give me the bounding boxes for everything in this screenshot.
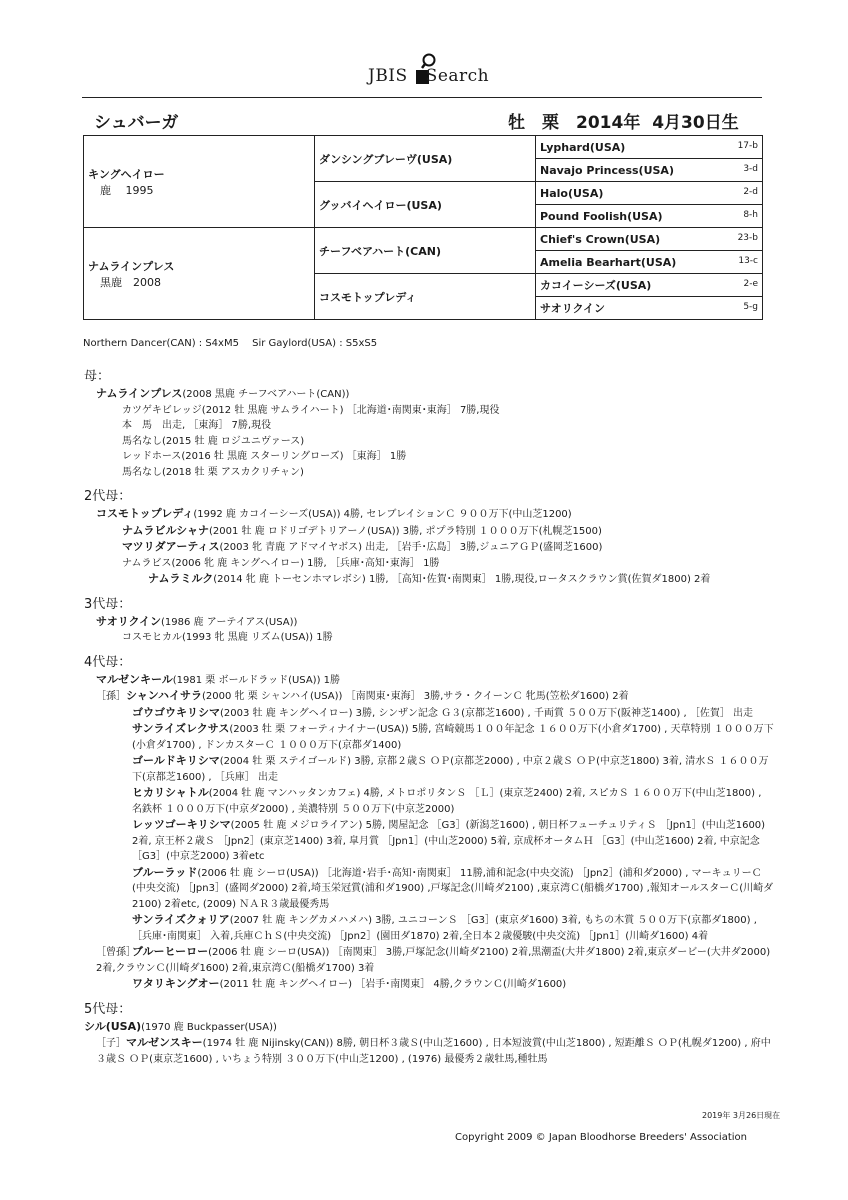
family-number: 2-d (743, 187, 758, 197)
header-rule (82, 97, 762, 98)
family-entry: サンライズクォリア(2007 牡 鹿 キングカメハメハ) 3勝, ユニコーンＳ ［G3］(東京ダ1600) 3着, もちの木賞 ５００万下(京都ダ1800) , ［兵庫･南関東］ 入着,兵庫ＣｈＳ(中央交流) ［Jpn2］(園田ダ1870) 2着,全日本２歳優駿(中央交流) ［Jpn1］(川崎ダ1600) 4着 (132, 913, 757, 942)
logo-text: JBIS Search (368, 66, 490, 86)
great-grandparent-cell: Pound Foolish(USA) 8-h (536, 205, 763, 228)
family-number: 3-d (743, 164, 758, 174)
family-entry: ナムラビス(2006 牝 鹿 キングヘイロー) 1勝, ［兵庫･高知･東海］ 1勝 (122, 557, 440, 569)
family-number: 2-e (743, 279, 758, 289)
great-grandparent-cell: サオリクイン 5-g (536, 297, 763, 320)
inbreeding-note: Northern Dancer(CAN) : S4xM5 Sir Gaylord(USA) : S5xS5 (83, 338, 378, 349)
family-entry: ゴールドキリシマ(2004 牡 栗 ステイゴールド) 3勝, 京都２歳Ｓ ＯＰ(京都芝2000) , 中京２歳Ｓ ＯＰ(中京芝1800) 3着, 清水Ｓ １６００万下(京都芝1600) , ［兵庫］ 出走 (132, 754, 769, 783)
family-entry: マルゼンキール(1981 栗 ボールドラッド(USA)) 1勝 (96, 672, 341, 686)
family-number: 8-h (743, 210, 758, 220)
family-entry: ナムラミルク(2014 牝 鹿 トーセンホマレボシ) 1勝, ［高知･佐賀･南関東］ 1勝,現役,ロータスクラウン賞(佐賀ダ1800) 2着 (148, 572, 711, 585)
family-entry: サンライズレクサス(2003 牡 栗 フォーティナイナー(USA)) 5勝, 宮崎競馬１００年記念 １６００万下(小倉ダ1700) , 天草特別 １０００万下(小倉ダ1700) , ドンカスターＣ １０００万下(京都ダ1400) (132, 722, 774, 751)
family-entry: カツゲキビレッジ(2012 牡 黒鹿 サムライハート) ［北海道･南関東･東海］ 7勝,現役 (122, 404, 500, 416)
family-entry: レッツゴーキリシマ(2005 牡 鹿 メジロライアン) 5勝, 関屋記念 ［G3］(新潟芝1600) , 朝日杯フューチュリティＳ ［Jpn1］(中山芝1600) 2着, 京王杯２歳Ｓ ［Jpn2］(東京芝1400) 3着, 皐月賞 ［Jpn1］(中山芝2000) 5着, 京成杯オータムＨ ［G3］(中山芝1600) 2着, 中京記念 ［G3］(中京芝2000) 3着etc (132, 818, 766, 862)
family-number: 23-b (737, 233, 758, 243)
family-entry: ナムラインプレス(2008 黒鹿 チーフベアハート(CAN)) (96, 387, 350, 400)
family-entry: ワタリキングオー(2011 牡 鹿 キングヘイロー) ［岩手･南関東］ 4勝,クラウンＣ(川崎ダ1600) (132, 977, 567, 990)
female-family (84, 360, 774, 1067)
section-heading: 3代母： (84, 596, 132, 612)
family-entry: レッドホース(2016 牡 黒鹿 スターリングローズ) ［東海］ 1勝 (122, 451, 407, 462)
relation-tag: ［子］ (96, 1038, 126, 1049)
sire-details: 鹿 1995 (100, 183, 154, 197)
granddam-cell: グッバイヘイロー(USA) (315, 182, 536, 228)
horse-name: シュバーガ (94, 113, 179, 133)
family-entry: コスモトップレディ(1992 鹿 カコイーシーズ(USA)) 4勝, セレブレイションＣ ９００万下(中山芝1200) (96, 507, 572, 520)
family-entry: ヒカリシャトル(2004 牡 鹿 マンハッタンカフェ) 4勝, メトロポリタンＳ ［Ｌ］(東京芝2400) 2着, スピカＳ １６００万下(中山芝1800) , 名鉄杯 １０００万下(中京ダ2000) , 美濃特別 ５００万下(中京芝2000) (132, 786, 762, 815)
family-entry: ［子］マルゼンスキー(1974 牡 鹿 Nijinsky(CAN)) 8勝, 朝日杯３歳Ｓ(中山芝1600) , 日本短波賞(中山芝1800) , 短距離Ｓ ＯＰ(札幌ダ1200) , 府中３歳Ｓ ＯＰ(東京芝1600) , いちょう特別 ３００万下(中山芝1200) , (1976) 最優秀２歳牡馬,種牡馬 (96, 1036, 771, 1065)
family-entry: 本 馬 出走, ［東海］ 7勝,現役 (122, 420, 272, 431)
family-entry: マツリダアーティス(2003 牝 青鹿 アドマイヤボス) 出走, ［岩手･広島］ 3勝,ジュニアＧＰ(盛岡芝1600) (122, 540, 603, 553)
family-entry: コスモヒカル(1993 牝 黒鹿 リズム(USA)) 1勝 (122, 632, 333, 643)
great-grandparent-cell: Amelia Bearhart(USA) 13-c (536, 251, 763, 274)
horse-sex-color-birthdate: 牡 栗 2014年 4月30日生 (508, 113, 739, 133)
great-grandparent-cell: Lyphard(USA) 17-b (536, 136, 763, 159)
sire-cell (84, 136, 315, 228)
family-number: 13-c (738, 256, 758, 266)
family-entry: 馬名なし(2018 牡 栗 アスカクリチャン) (122, 466, 304, 478)
section-heading: 4代母： (84, 654, 132, 670)
jbis-search-logo (368, 52, 498, 90)
pedigree-table (83, 135, 763, 320)
dam-details: 黒鹿 2008 (100, 275, 161, 289)
family-entry: サオリクイン(1986 鹿 アーテイアス(USA)) (96, 614, 298, 628)
family-entry: ［孫］シャンハイサラ(2000 牝 栗 シャンハイ(USA)) ［南関東･東海］ 3勝,サラ・クイーンＣ 牝馬(笠松ダ1600) 2着 (84, 688, 774, 705)
great-grandparent-cell: Navajo Princess(USA) 3-d (536, 159, 763, 182)
section-heading: 5代母： (84, 1001, 132, 1017)
relation-tag: ［曾孫］ (96, 947, 136, 958)
grandsire-cell: ダンシングブレーヴ(USA) (315, 136, 536, 182)
great-grandparent-cell: Halo(USA) 2-d (536, 182, 763, 205)
second-dam-cell: コスモトップレディ (315, 274, 536, 320)
as-of-date: 2019年 3月26日現在 (702, 1111, 781, 1120)
great-grandparent-cell: カコイーシーズ(USA) 2-e (536, 274, 763, 297)
family-number: 17-b (737, 141, 758, 151)
sire-name: キングヘイロー (88, 167, 165, 181)
family-entry: 馬名なし(2015 牡 鹿 ロジユニヴァース) (122, 435, 305, 447)
dam-name: ナムラインプレス (88, 259, 175, 273)
section-heading: 2代母： (84, 489, 132, 504)
family-entry: ナムラビルシャナ(2001 牡 鹿 ロドリゴデトリアーノ(USA)) 3勝, ポプラ特別 １０００万下(札幌芝1500) (122, 523, 602, 537)
family-entry: ゴウゴウキリシマ(2003 牡 鹿 キングヘイロー) 3勝, シンザン記念 Ｇ３(京都芝1600) , 千両賞 ５００万下(阪神芝1400) , ［佐賀］ 出走 (132, 705, 754, 719)
family-entry: ブルーラッド(2006 牡 鹿 シーロ(USA)) ［北海道･岩手･高知･南関東］ 11勝,浦和記念(中央交流) ［Jpn2］(浦和ダ2000) , マーキュリーＣ(中央交流) ［Jpn3］(盛岡ダ2000) 2着,埼玉栄冠賞(浦和ダ1900) ,戸塚記念(川崎ダ2100) ,東京湾Ｃ(船橋ダ1700) ,報知オールスターＣ(川崎ダ2100) 2着etc, (2009) ＮＡＲ３歳最優秀馬 (132, 865, 774, 910)
great-grandparent-cell: Chief's Crown(USA) 23-b (536, 228, 763, 251)
family-number: 5-g (743, 302, 758, 312)
family-entry: ［曾孫］ブルーヒーロー(2006 牡 鹿 シーロ(USA)) ［南関東］ 3勝,戸塚記念(川崎ダ2100) 2着,黒潮盃(大井ダ1800) 2着,東京ダービー(大井ダ2000) 2着,クラウンＣ(川崎ダ1600) 2着,東京湾Ｃ(船橋ダ1700) 3着 (96, 945, 771, 974)
section-heading: 母： (84, 369, 111, 384)
copyright: Copyright 2009 © Japan Bloodhorse Breeders' Association (455, 1132, 747, 1143)
relation-tag: ［孫］ (96, 691, 126, 702)
family-entry: シル(USA)(1970 鹿 Buckpasser(USA)) (84, 1019, 277, 1033)
damsire-cell: チーフベアハート(CAN) (315, 228, 536, 274)
dam-cell (84, 228, 315, 320)
